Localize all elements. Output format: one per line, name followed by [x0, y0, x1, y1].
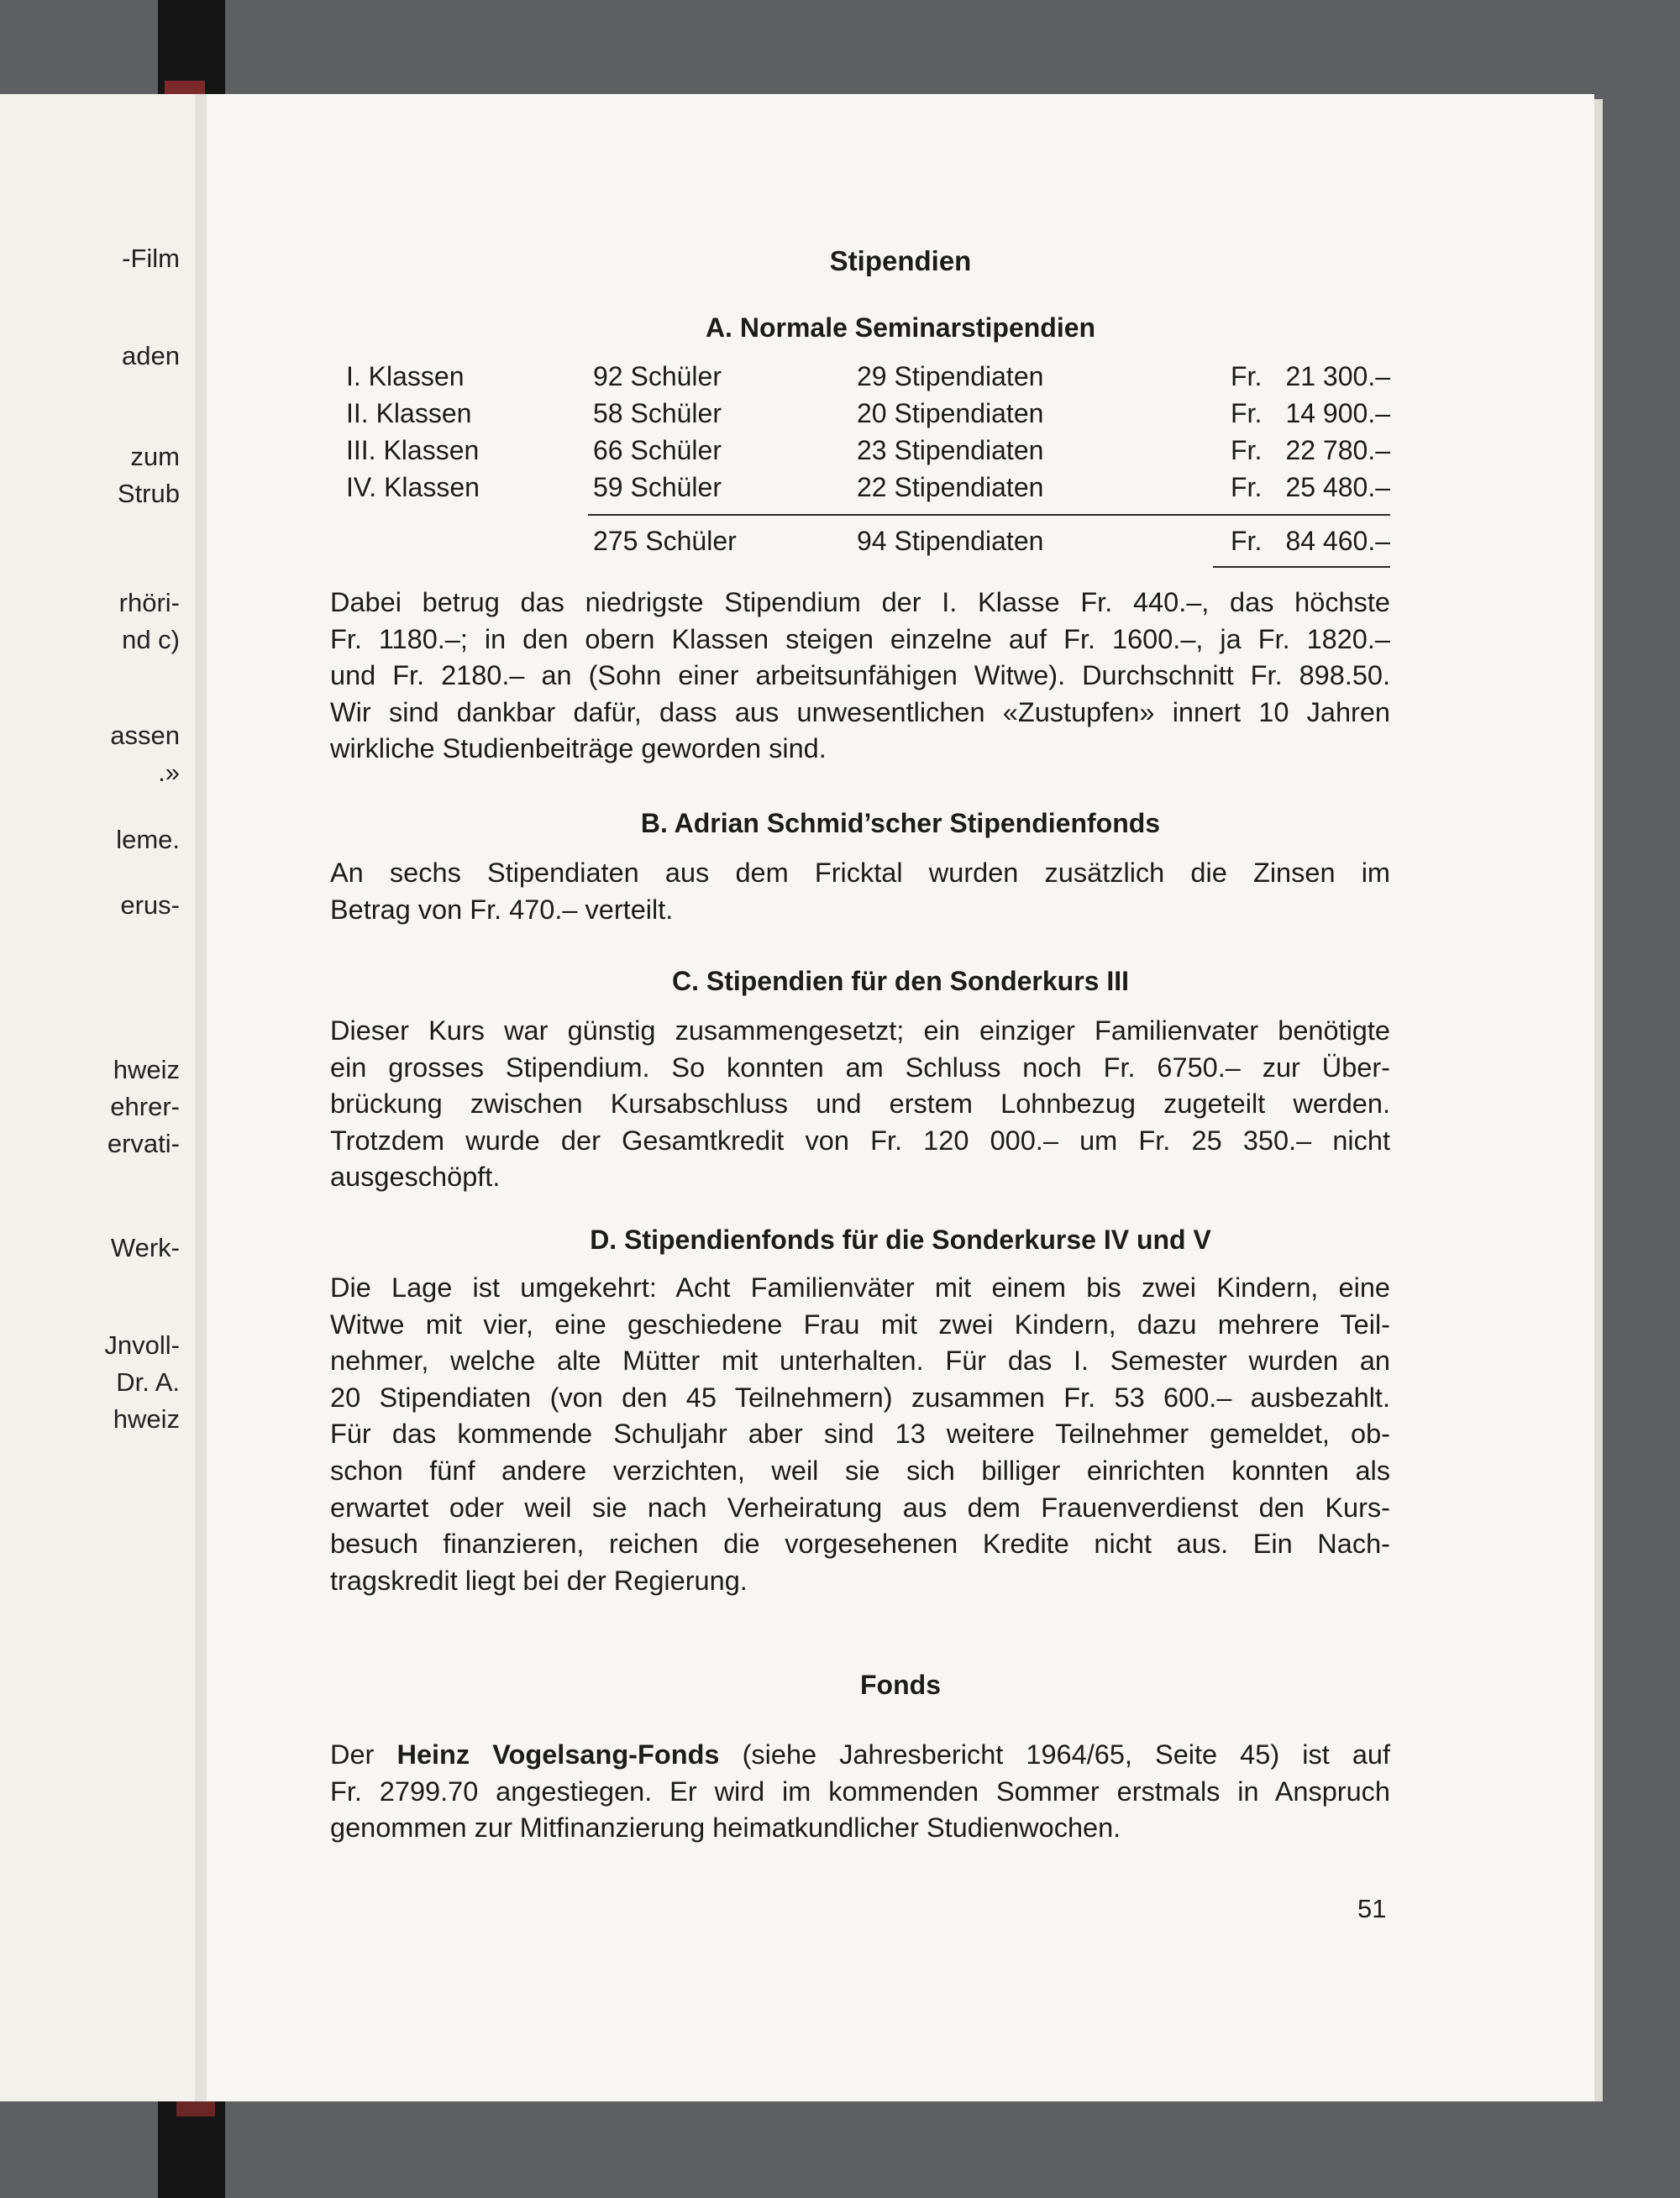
amount-value: 84 460.–: [1285, 526, 1390, 556]
fund-name: Heinz Vogelsang-Fonds: [396, 1739, 720, 1770]
text-line: Dabei betrug das niedrigste Stipendium der I. Klasse Fr. 440.–, das höchste: [330, 587, 1390, 617]
amount-value: 14 900.–: [1285, 398, 1390, 428]
left-page-fragment: hweiz: [113, 1055, 180, 1084]
left-page-fragment: rhöri-: [118, 588, 180, 617]
left-page-fragment: ehrer-: [110, 1092, 180, 1121]
section-a-paragraph: [330, 585, 1390, 768]
text-fragment: Der: [330, 1739, 375, 1770]
left-page-fragment: .»: [158, 758, 180, 787]
schueler-cell: 92 Schüler: [593, 361, 722, 391]
section-c-heading: C. Stipendien für den Sonderkurs III: [671, 966, 1130, 996]
fonds-heading: Fonds: [860, 1670, 941, 1700]
total-schueler: 275 Schüler: [593, 526, 737, 556]
page-edge: [1594, 99, 1603, 2101]
text-line: erwartet oder weil sie nach Verheiratung aus dem Frauenverdienst den Kurs-: [330, 1492, 1390, 1523]
text-line: Trotzdem wurde der Gesamtkredit von Fr. 120 000.– um Fr. 25 350.– nicht: [330, 1125, 1390, 1156]
section-c-paragraph: [330, 1013, 1390, 1196]
left-page-fragment: erus-: [120, 890, 180, 920]
left-page-fragment: Dr. A.: [116, 1367, 180, 1397]
text-line: 20 Stipendiaten (von den 45 Teilnehmern) zusammen Fr. 53 600.– ausbezahlt.: [330, 1382, 1390, 1413]
section-a-heading: A. Normale Seminarstipendien: [705, 312, 1096, 343]
currency-label: Fr.: [1231, 361, 1263, 391]
text-line: Betrag von Fr. 470.– verteilt.: [330, 894, 674, 925]
text-line: An sechs Stipendiaten aus dem Fricktal wurden zusätzlich die Zinsen im: [330, 858, 1390, 888]
text-fragment: (siehe Jahresbericht 1964/65, Seite 45) ist auf: [742, 1739, 1391, 1770]
currency-label: Fr.: [1231, 398, 1263, 428]
left-page-fragment: aden: [122, 341, 180, 370]
currency-label: Fr.: [1231, 526, 1263, 556]
left-page: [0, 94, 195, 2101]
currency-label: Fr.: [1231, 472, 1263, 502]
text-line: ein grosses Stipendium. So konnten am Schluss noch Fr. 6750.– zur Über-: [330, 1052, 1390, 1083]
sum-rule: [588, 514, 1390, 516]
text-line: [330, 1737, 1390, 1774]
stipendiaten-cell: 23 Stipendiaten: [857, 435, 1044, 465]
stipendiaten-cell: 29 Stipendiaten: [857, 361, 1044, 391]
klasse-cell: III. Klassen: [346, 435, 480, 465]
fonds-paragraph: [330, 1737, 1390, 1847]
section-b-paragraph: [330, 855, 1390, 928]
page-title: Stipendien: [829, 245, 972, 276]
section-d-paragraph: [330, 1270, 1390, 1599]
left-page-fragment: Werk-: [110, 1233, 180, 1262]
left-page-fragment: nd c): [122, 625, 180, 654]
section-d-heading: D. Stipendienfonds für die Sonderkurse IV und V: [590, 1225, 1211, 1255]
left-page-fragment: assen: [110, 721, 180, 750]
text-line: Wir sind dankbar dafür, dass aus unwesentlichen «Zustupfen» innert 10 Jahren: [330, 696, 1390, 727]
amount-value: 21 300.–: [1285, 361, 1390, 391]
klasse-cell: I. Klassen: [346, 361, 465, 391]
left-page-fragment: zum: [130, 442, 180, 471]
text-line: nehmer, welche alte Mütter mit unterhalten. Für das I. Semester wurden an: [330, 1346, 1390, 1377]
left-page-fragment: leme.: [116, 825, 180, 854]
klasse-cell: II. Klassen: [346, 398, 472, 428]
text-line: und Fr. 2180.– an (Sohn einer arbeitsunfähigen Witwe). Durchschnitt Fr. 898.50.: [330, 660, 1390, 691]
section-b-heading: B. Adrian Schmid’scher Stipendienfonds: [640, 808, 1161, 838]
schueler-cell: 66 Schüler: [593, 435, 722, 465]
page-number: 51: [1357, 1894, 1387, 1923]
stipendiaten-cell: 22 Stipendiaten: [857, 472, 1044, 502]
text-line: genommen zur Mitfinanzierung heimatkundlicher Studienwochen.: [330, 1812, 1121, 1844]
left-page-fragment: -Film: [122, 244, 180, 273]
currency-label: Fr.: [1231, 435, 1263, 465]
schueler-cell: 59 Schüler: [593, 472, 722, 502]
text-line: tragskredit liegt bei der Regierung.: [330, 1565, 748, 1596]
left-page-fragment: hweiz: [113, 1404, 180, 1434]
text-line: Fr. 1180.–; in den obern Klassen steigen einzelne auf Fr. 1600.–, ja Fr. 1820.–: [330, 623, 1390, 654]
text-line: Für das kommende Schuljahr aber sind 13 weitere Teilnehmer gemeldet, ob-: [330, 1419, 1390, 1450]
text-line: wirkliche Studienbeiträge geworden sind.: [330, 733, 827, 764]
stipendiaten-cell: 20 Stipendiaten: [857, 398, 1044, 428]
total-underline: [1213, 566, 1390, 568]
amount-value: 22 780.–: [1285, 435, 1390, 465]
klasse-cell: IV. Klassen: [346, 472, 480, 502]
text-line: Fr. 2799.70 angestiegen. Er wird im kommenden Sommer erstmals in Anspruch: [330, 1776, 1390, 1807]
text-line: brückung zwischen Kursabschluss und erstem Lohnbezug zugeteilt werden.: [330, 1089, 1390, 1120]
left-page-fragment: Jnvoll-: [104, 1330, 180, 1360]
amount-value: 25 480.–: [1285, 472, 1390, 502]
text-line: Witwe mit vier, eine geschiedene Frau mit zwei Kindern, dazu mehrere Teil-: [330, 1309, 1390, 1340]
total-stipendiaten: 94 Stipendiaten: [857, 526, 1044, 556]
left-page-fragment: Strub: [117, 479, 180, 508]
left-page-fragment: ervati-: [107, 1129, 180, 1158]
text-line: Dieser Kurs war günstig zusammengesetzt; ein einziger Familienvater benötigte: [330, 1015, 1390, 1046]
text-line: ausgeschöpft.: [330, 1162, 501, 1193]
schueler-cell: 58 Schüler: [593, 398, 722, 428]
text-line: besuch finanzieren, reichen die vorgesehenen Kredite nicht aus. Ein Nach-: [330, 1529, 1390, 1560]
text-line: Die Lage ist umgekehrt: Acht Familienväter mit einem bis zwei Kindern, eine: [330, 1272, 1390, 1303]
text-line: schon fünf andere verzichten, weil sie sich billiger einrichten konnten als: [330, 1455, 1390, 1486]
